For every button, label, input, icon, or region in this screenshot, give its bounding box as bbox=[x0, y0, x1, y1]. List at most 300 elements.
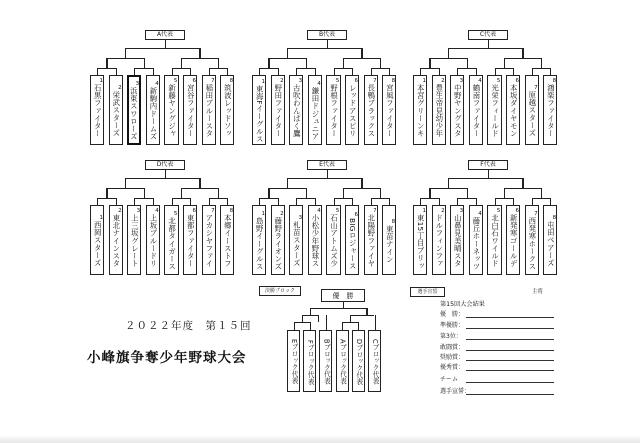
results-row: 第3位： bbox=[440, 333, 462, 340]
bracket-line bbox=[268, 58, 269, 68]
results-row-underline bbox=[466, 317, 554, 318]
finals-header: 優 勝 bbox=[321, 289, 365, 302]
block-header bbox=[468, 30, 508, 40]
bracket-line bbox=[380, 188, 381, 198]
bracket-line bbox=[504, 58, 505, 68]
team-box bbox=[109, 205, 123, 275]
team-name: 北陽野ファイヤ bbox=[366, 214, 376, 268]
bracket-line bbox=[259, 198, 260, 205]
team-name: 札苗スターズ bbox=[292, 221, 302, 267]
bracket-line bbox=[327, 40, 328, 48]
team-number: 5 bbox=[335, 78, 340, 84]
results-row: 準優勝： bbox=[440, 322, 465, 329]
bracket-line bbox=[550, 198, 551, 205]
bracket-line bbox=[259, 68, 278, 69]
finals-entry bbox=[352, 330, 365, 392]
block-header bbox=[307, 160, 347, 170]
team-box bbox=[450, 75, 464, 145]
bracket-line bbox=[371, 68, 372, 75]
bracket-line bbox=[144, 188, 145, 198]
team-number: 6 bbox=[192, 208, 197, 214]
bracket-line bbox=[343, 188, 380, 189]
captain-label: 主将 bbox=[532, 289, 544, 295]
results-row: チーム bbox=[440, 376, 459, 383]
team-name: 鶴南ファイター bbox=[471, 84, 481, 138]
team-number: 2 bbox=[118, 85, 122, 92]
bracket-line bbox=[268, 58, 305, 59]
team-name: 石山アトムズ少 bbox=[329, 214, 339, 268]
bracket-line bbox=[389, 68, 390, 75]
bracket-line bbox=[352, 198, 353, 205]
bracket-line bbox=[467, 58, 468, 68]
bracket-line bbox=[429, 188, 430, 198]
bracket-line bbox=[310, 308, 367, 309]
team-name: 本宮グリーンキ bbox=[416, 84, 426, 138]
bracket-line bbox=[310, 322, 311, 330]
bracket-line bbox=[504, 188, 541, 189]
team-name: 長鴨ブラックス bbox=[366, 84, 376, 138]
bracket-line bbox=[287, 178, 288, 188]
bracket-line bbox=[125, 48, 126, 58]
team-number: 6 bbox=[515, 78, 520, 84]
team-name: 稲田ブルースタ bbox=[204, 84, 214, 138]
bracket-line bbox=[420, 68, 421, 75]
bracket-line bbox=[318, 315, 319, 322]
block-header-label: E代表 bbox=[319, 161, 335, 168]
team-name: 小松少年野球ス bbox=[310, 214, 320, 268]
results-row: 優 勝： bbox=[440, 311, 465, 318]
team-name: 浜東スワローズ bbox=[129, 87, 139, 141]
team-box bbox=[506, 75, 520, 145]
bracket-line bbox=[134, 198, 135, 205]
team-box bbox=[183, 205, 197, 275]
bracket-line bbox=[153, 198, 154, 205]
team-box bbox=[543, 75, 557, 145]
team-box bbox=[345, 205, 359, 275]
bracket-line bbox=[495, 68, 496, 75]
results-row-underline bbox=[466, 370, 554, 371]
bracket-line bbox=[97, 198, 116, 199]
bracket-line bbox=[361, 178, 362, 188]
bracket-line bbox=[259, 68, 260, 75]
team-box bbox=[487, 75, 501, 145]
team-name: 原越スターズ bbox=[527, 91, 537, 137]
team-number: 5 bbox=[496, 208, 501, 214]
team-number: 7 bbox=[534, 85, 538, 92]
team-number: 5 bbox=[173, 78, 178, 84]
event-year-line: ２０２２年度 第１５回 bbox=[125, 320, 252, 332]
team-name: 山鼻見美晴スタ bbox=[453, 214, 463, 268]
bracket-line bbox=[172, 198, 191, 199]
team-box bbox=[202, 75, 216, 145]
team-name: 新藤ヤングジャ bbox=[167, 84, 177, 138]
block-header-label: F代表 bbox=[480, 161, 496, 168]
bracket-line bbox=[278, 198, 279, 205]
team-number: 2 bbox=[280, 211, 284, 218]
team-box bbox=[487, 205, 501, 275]
bracket-line bbox=[302, 315, 318, 316]
bracket-line bbox=[116, 68, 117, 75]
bracket-line bbox=[227, 68, 228, 75]
bracket-line bbox=[97, 198, 98, 205]
finals-entry-label: Aブロック代表 bbox=[338, 339, 347, 385]
block-header bbox=[145, 30, 185, 40]
bracket-line bbox=[488, 40, 489, 48]
block-header-label: B代表 bbox=[318, 31, 336, 38]
bracket-line bbox=[522, 48, 523, 58]
bracket-line bbox=[334, 198, 353, 199]
bracket-line bbox=[389, 198, 390, 205]
bracket-line bbox=[342, 322, 343, 330]
team-number: 3 bbox=[298, 215, 303, 222]
team-number: 1 bbox=[422, 78, 427, 84]
bracket-line bbox=[116, 198, 117, 205]
bracket-line bbox=[334, 68, 335, 75]
bracket-line bbox=[439, 198, 440, 205]
team-number: 7 bbox=[211, 208, 215, 214]
team-number: 6 bbox=[354, 78, 359, 84]
bracket-line bbox=[541, 58, 542, 68]
bracket-line bbox=[467, 188, 468, 198]
bracket-line bbox=[488, 170, 489, 178]
bracket-line bbox=[134, 68, 153, 69]
finals-entry bbox=[287, 330, 300, 392]
bracket-line bbox=[172, 198, 173, 205]
team-box bbox=[432, 75, 446, 145]
team-box bbox=[127, 205, 141, 275]
team-number: 4 bbox=[478, 78, 482, 84]
team-box bbox=[308, 205, 322, 275]
bracket-line bbox=[327, 170, 328, 178]
team-name: 東都ファイター bbox=[186, 214, 196, 268]
team-number: 4 bbox=[478, 211, 482, 218]
bracket-line bbox=[134, 198, 153, 199]
bracket-line bbox=[165, 40, 166, 48]
results-row-underline bbox=[466, 350, 554, 351]
team-number: 1 bbox=[422, 208, 427, 214]
team-name: 西岡スターズ bbox=[93, 221, 103, 267]
team-box bbox=[271, 75, 285, 145]
results-row: 選手宣誓： bbox=[440, 388, 471, 395]
bracket-line bbox=[541, 188, 542, 198]
bracket-line bbox=[326, 315, 327, 330]
team-number: 7 bbox=[534, 211, 538, 218]
team-box bbox=[326, 205, 340, 275]
bracket-line bbox=[227, 198, 228, 205]
team-box bbox=[289, 205, 303, 275]
results-row-underline bbox=[466, 339, 554, 340]
bracket-line bbox=[209, 68, 228, 69]
bracket-line bbox=[218, 188, 219, 198]
block-header-label: A代表 bbox=[156, 31, 174, 38]
team-name: 栄武スターズ bbox=[111, 91, 121, 137]
team-box bbox=[450, 205, 464, 275]
team-name: 西発寒ホークス bbox=[527, 217, 537, 271]
bracket-line bbox=[181, 58, 182, 68]
bracket-line bbox=[361, 48, 362, 58]
bracket-line bbox=[371, 198, 390, 199]
bracket-line bbox=[371, 68, 390, 69]
team-name: 東苗ナイン bbox=[385, 225, 395, 263]
team-number: 8 bbox=[229, 208, 234, 214]
team-box bbox=[469, 205, 483, 275]
bracket-line bbox=[504, 58, 541, 59]
team-name: 中野ヤングスタ bbox=[453, 84, 463, 138]
bracket-line bbox=[268, 188, 269, 198]
team-number: 4 bbox=[317, 208, 321, 214]
team-name: 鎌田ドジュニア bbox=[310, 87, 320, 141]
team-name: ドルフィンファ bbox=[434, 214, 444, 268]
team-name: 北白石ワイルド bbox=[490, 214, 500, 268]
team-name: 石黒ファイター bbox=[93, 84, 103, 138]
team-box bbox=[271, 205, 285, 275]
team-name: 本坂ダイヤモン bbox=[509, 84, 519, 138]
team-name: レッドアスピリ bbox=[348, 84, 358, 138]
team-name: 野田ファイター bbox=[273, 84, 283, 138]
bracket-line bbox=[125, 178, 126, 188]
bracket-line bbox=[134, 68, 135, 75]
team-box bbox=[90, 205, 104, 275]
bracket-line bbox=[125, 48, 199, 49]
team-name: 鴻楽ファイター bbox=[546, 84, 556, 138]
team-number: 6 bbox=[354, 212, 359, 219]
team-name: 東海Fイーグルス bbox=[255, 85, 265, 143]
results-row-underline bbox=[466, 360, 554, 361]
team-box bbox=[220, 205, 234, 275]
bracket-line bbox=[294, 322, 295, 330]
finals-left-tag: 決勝ブロック bbox=[259, 286, 301, 296]
bracket-line bbox=[495, 198, 496, 205]
bracket-line bbox=[358, 322, 359, 330]
block-header-label: D代表 bbox=[156, 161, 174, 168]
bracket-line bbox=[315, 198, 316, 205]
team-name: 屯田ベアーズ bbox=[546, 221, 556, 267]
team-box bbox=[109, 75, 123, 145]
bracket-line bbox=[448, 178, 449, 188]
team-number: 4 bbox=[155, 81, 159, 88]
bracket-line bbox=[310, 308, 311, 315]
team-box bbox=[308, 75, 322, 145]
results-row-underline bbox=[466, 382, 554, 383]
team-number: 6 bbox=[515, 208, 520, 214]
team-box bbox=[90, 75, 104, 145]
bracket-line bbox=[448, 48, 449, 58]
finals-entry-label: Eブロック代表 bbox=[290, 339, 298, 385]
team-number: 8 bbox=[552, 78, 557, 84]
results-title: 第15回大会結果 bbox=[440, 301, 485, 308]
bracket-line bbox=[287, 178, 361, 179]
team-box bbox=[413, 205, 427, 275]
team-number: 2 bbox=[441, 208, 445, 214]
bracket-line bbox=[209, 68, 210, 75]
results-row-underline bbox=[466, 394, 554, 395]
team-name: 新駒内ドームズ bbox=[148, 87, 158, 141]
block-header bbox=[145, 160, 185, 170]
team-box bbox=[364, 205, 378, 275]
team-box bbox=[252, 205, 266, 275]
team-number: 5 bbox=[335, 208, 340, 214]
block-header-label: C代表 bbox=[479, 31, 497, 38]
team-name: 新発寒ゴールデ bbox=[509, 214, 519, 268]
bracket-line bbox=[287, 48, 361, 49]
team-box bbox=[220, 75, 234, 145]
bracket-line bbox=[366, 308, 367, 315]
bracket-line bbox=[172, 68, 173, 75]
team-name: 藤野ライオンズ bbox=[273, 217, 283, 271]
team-name: 上三坂グレート bbox=[130, 214, 140, 268]
bracket-line bbox=[342, 322, 358, 323]
bracket-line bbox=[209, 198, 228, 199]
bracket-line bbox=[209, 198, 210, 205]
team-box bbox=[413, 75, 427, 145]
team-name: 藤丘ホーネッツ bbox=[471, 217, 481, 271]
bracket-line bbox=[375, 315, 376, 322]
bracket-line bbox=[296, 198, 315, 199]
results-row: 奨励賞： bbox=[440, 354, 465, 361]
team-number: 4 bbox=[317, 81, 321, 88]
bracket-line bbox=[343, 188, 344, 198]
bracket-line bbox=[106, 188, 107, 198]
team-name: 宮谷ファイター bbox=[186, 84, 196, 138]
bracket-line bbox=[371, 198, 372, 205]
finals-entry bbox=[368, 330, 381, 392]
team-number: 7 bbox=[373, 208, 377, 214]
bracket-line bbox=[199, 178, 200, 188]
bracket-line bbox=[315, 68, 316, 75]
team-name: 野根ファイター bbox=[329, 84, 339, 138]
bracket-line bbox=[190, 68, 191, 75]
team-name: 筑波レッドソッ bbox=[223, 84, 233, 138]
team-name: 東15丁目ブリッ bbox=[416, 214, 426, 270]
team-number: 4 bbox=[155, 208, 159, 214]
bracket-line bbox=[532, 198, 551, 199]
bracket-line bbox=[306, 188, 307, 198]
bracket-line bbox=[532, 68, 533, 75]
team-number: 3 bbox=[459, 208, 464, 214]
bracket-line bbox=[350, 315, 374, 316]
team-name: 光栄フィールド bbox=[490, 84, 500, 138]
team-box bbox=[252, 75, 266, 145]
team-box bbox=[525, 205, 539, 275]
event-title: 小峰旗争奪少年野球大会 bbox=[87, 350, 247, 366]
results-row: 敢闘賞： bbox=[440, 344, 465, 351]
bracket-line bbox=[153, 68, 154, 75]
team-box bbox=[364, 75, 378, 145]
bracket-line bbox=[513, 68, 514, 75]
team-number: 1 bbox=[99, 78, 104, 84]
finals-entry-label: Dブロック代表 bbox=[354, 338, 363, 386]
bracket-line bbox=[144, 58, 145, 68]
team-name: 豊生帝見幼少年 bbox=[434, 84, 444, 138]
team-box bbox=[345, 75, 359, 145]
bracket-line bbox=[495, 198, 514, 199]
bracket-line bbox=[532, 198, 533, 205]
bracket-line bbox=[296, 68, 315, 69]
team-box bbox=[183, 75, 197, 145]
finals-entry-label: Fブロック代表 bbox=[306, 339, 315, 385]
bracket-line bbox=[448, 48, 522, 49]
bracket-line bbox=[306, 58, 307, 68]
bracket-line bbox=[375, 322, 376, 330]
team-number: 8 bbox=[391, 219, 396, 225]
bracket-line bbox=[380, 58, 381, 68]
bracket-line bbox=[181, 188, 218, 189]
team-number: 5 bbox=[173, 211, 178, 218]
oath-tag: 選手宣誓 bbox=[410, 287, 445, 297]
team-number: 2 bbox=[280, 78, 284, 84]
bracket-line bbox=[106, 58, 107, 68]
bracket-line bbox=[457, 68, 458, 75]
bracket-line bbox=[287, 48, 288, 58]
team-box bbox=[506, 205, 520, 275]
finals-entry bbox=[336, 330, 349, 392]
bracket-line bbox=[343, 58, 344, 68]
team-box bbox=[164, 75, 178, 145]
block-header bbox=[468, 160, 508, 170]
bracket-line bbox=[457, 68, 476, 69]
finals-entry bbox=[303, 330, 316, 392]
bracket-line bbox=[352, 68, 353, 75]
team-number: 5 bbox=[496, 78, 501, 84]
results-row: 優秀賞： bbox=[440, 364, 465, 371]
bracket-line bbox=[550, 68, 551, 75]
finals-entry bbox=[319, 330, 332, 392]
team-number: 1 bbox=[99, 215, 104, 222]
bracket-line bbox=[278, 68, 279, 75]
team-number: 2 bbox=[118, 208, 122, 214]
team-number: 1 bbox=[261, 79, 266, 86]
team-name: 島野イーグルス bbox=[255, 217, 265, 271]
bracket-line bbox=[429, 58, 430, 68]
team-name: アカシヤファイ bbox=[204, 214, 214, 268]
team-number: 3 bbox=[459, 78, 464, 84]
bracket-line bbox=[343, 58, 380, 59]
bracket-line bbox=[302, 315, 303, 322]
bracket-line bbox=[439, 68, 440, 75]
team-number: 2 bbox=[441, 78, 445, 84]
team-box bbox=[164, 205, 178, 275]
team-number: 6 bbox=[192, 78, 197, 84]
bracket-line bbox=[448, 178, 522, 179]
bracket-line bbox=[165, 170, 166, 178]
bracket-line bbox=[429, 58, 466, 59]
bracket-line bbox=[218, 58, 219, 68]
bracket-line bbox=[420, 198, 439, 199]
block-header bbox=[307, 30, 347, 40]
bracket-line bbox=[476, 198, 477, 205]
bracket-line bbox=[350, 315, 351, 322]
team-box bbox=[146, 75, 160, 145]
team-name: 本郷イーストフ bbox=[223, 214, 233, 268]
bracket-line bbox=[296, 198, 297, 205]
page-bottom-edge bbox=[0, 435, 640, 443]
bracket-line bbox=[190, 198, 191, 205]
team-box bbox=[469, 75, 483, 145]
bracket-line bbox=[513, 198, 514, 205]
finals-entry-label: Cブロック代表 bbox=[371, 339, 379, 385]
team-number: 7 bbox=[211, 78, 215, 84]
team-name: BIGロジャース bbox=[348, 218, 358, 270]
team-name: 北都タイガース bbox=[167, 217, 177, 271]
bracket-line bbox=[420, 198, 421, 205]
bracket-line bbox=[420, 68, 439, 69]
team-box bbox=[432, 205, 446, 275]
team-box bbox=[146, 205, 160, 275]
team-box bbox=[543, 205, 557, 275]
bracket-line bbox=[476, 68, 477, 75]
bracket-line bbox=[199, 48, 200, 58]
team-number: 8 bbox=[391, 78, 396, 84]
